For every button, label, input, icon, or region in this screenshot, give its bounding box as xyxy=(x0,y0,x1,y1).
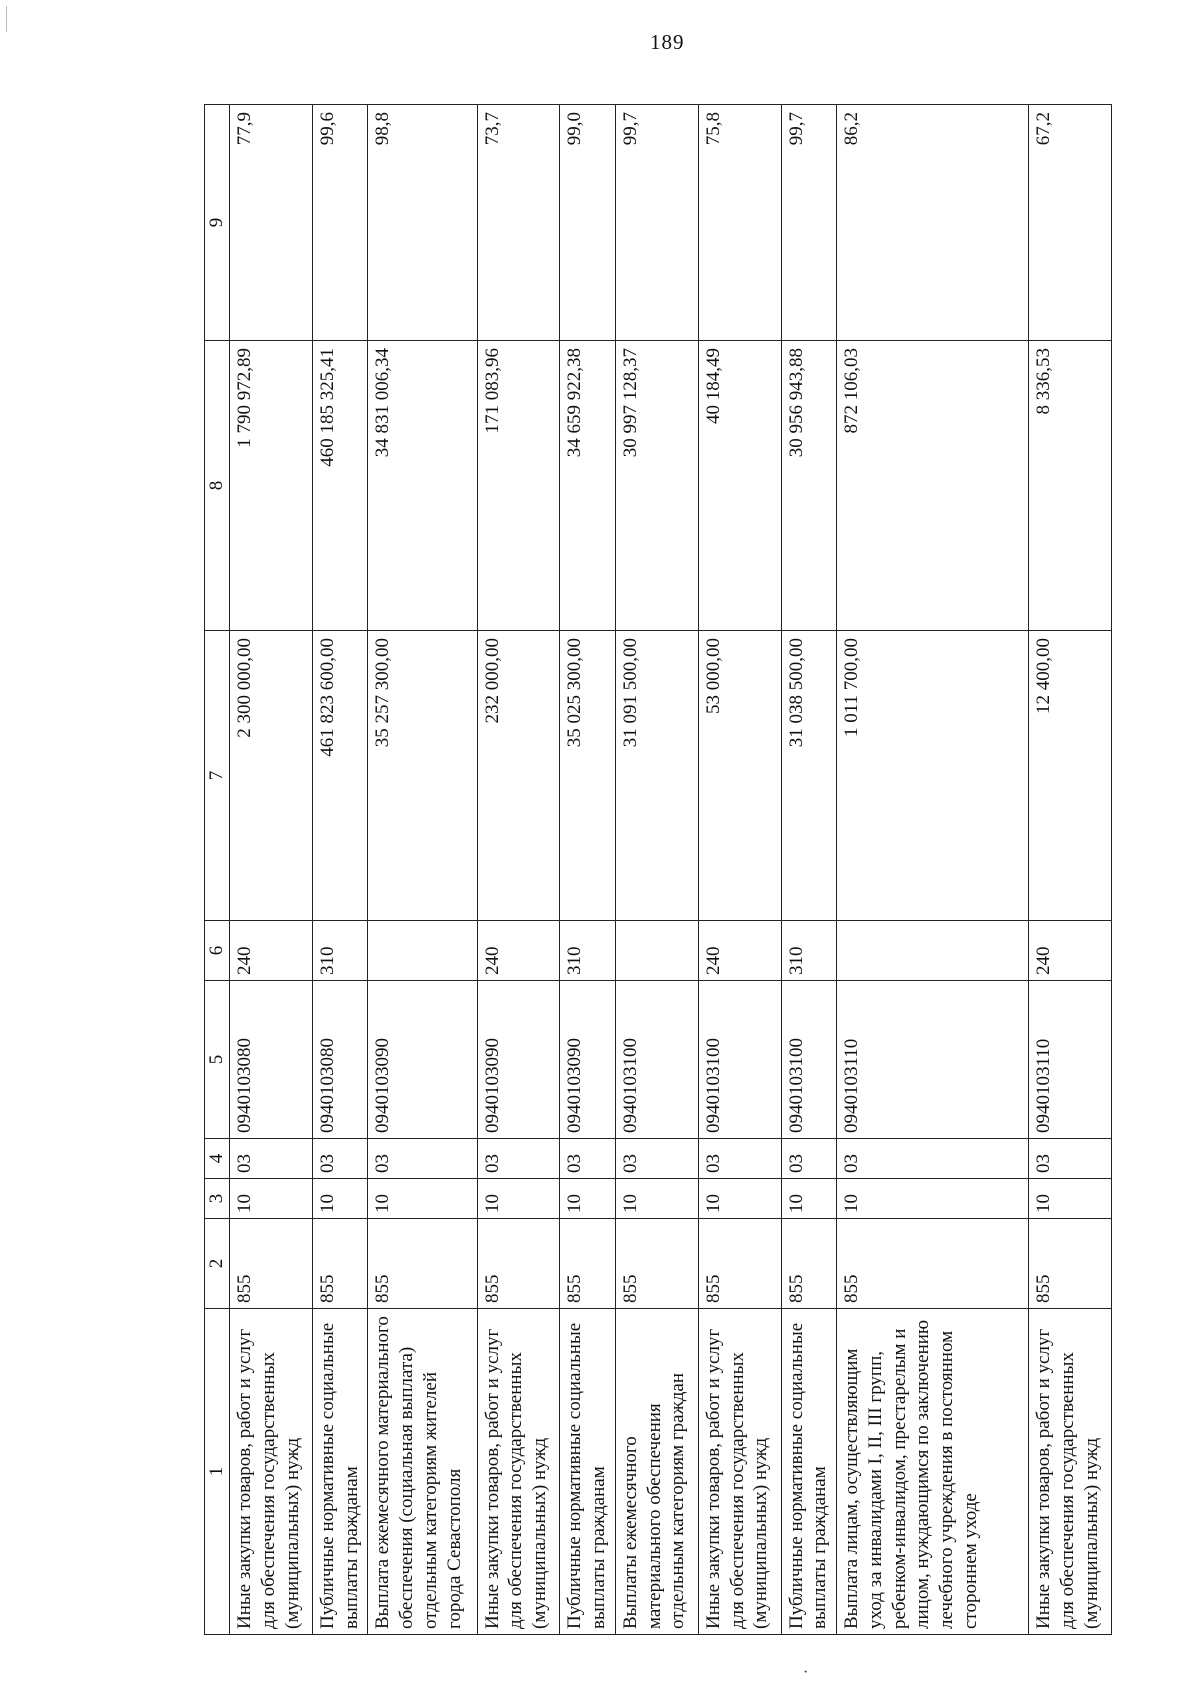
row-description: Выплата лицам, осуществляющим уход за инвалидами I, II, III групп, ребенком-инвалидом, престарелым и лицом, нуждающимся по заключению лечебного учреждения в постоянном стороннем уходе xyxy=(837,1309,1029,1635)
row-expense-type xyxy=(837,921,1029,981)
row-section-code: 10 xyxy=(560,1179,616,1219)
rotated-table-container xyxy=(204,105,1112,1635)
row-executed-amount: 460 185 325,41 xyxy=(312,341,368,631)
row-ministry-code: 855 xyxy=(477,1219,560,1309)
row-execution-percent: 99,6 xyxy=(312,105,368,341)
row-target-article: 0940103090 xyxy=(560,981,616,1139)
row-execution-percent: 98,8 xyxy=(368,105,477,341)
row-execution-percent: 77,9 xyxy=(230,105,313,341)
header-cell: 7 xyxy=(205,631,230,921)
header-cell: 4 xyxy=(205,1139,230,1179)
row-section-code: 10 xyxy=(781,1179,837,1219)
row-approved-amount: 35 025 300,00 xyxy=(560,631,616,921)
row-expense-type: 310 xyxy=(560,921,616,981)
header-row xyxy=(205,105,230,1635)
row-approved-amount: 53 000,00 xyxy=(698,631,781,921)
row-execution-percent: 99,7 xyxy=(781,105,837,341)
row-approved-amount: 12 400,00 xyxy=(1029,631,1112,921)
row-description: Выплаты ежемесячного материального обеспечения отдельным категориям граждан xyxy=(615,1309,698,1635)
row-execution-percent: 86,2 xyxy=(837,105,1029,341)
row-target-article: 0940103110 xyxy=(1029,981,1112,1139)
row-ministry-code: 855 xyxy=(698,1219,781,1309)
row-expense-type: 240 xyxy=(1029,921,1112,981)
row-execution-percent: 67,2 xyxy=(1029,105,1112,341)
row-executed-amount: 40 184,49 xyxy=(698,341,781,631)
row-ministry-code: 855 xyxy=(368,1219,477,1309)
table-body xyxy=(230,105,1112,1635)
scan-edge-mark xyxy=(6,6,7,32)
table-row xyxy=(837,105,1029,1635)
row-expense-type: 310 xyxy=(781,921,837,981)
row-subsection-code: 03 xyxy=(698,1139,781,1179)
row-expense-type: 240 xyxy=(698,921,781,981)
row-target-article: 0940103100 xyxy=(781,981,837,1139)
row-approved-amount: 232 000,00 xyxy=(477,631,560,921)
row-section-code: 10 xyxy=(615,1179,698,1219)
row-target-article: 0940103090 xyxy=(477,981,560,1139)
row-expense-type xyxy=(615,921,698,981)
row-ministry-code: 855 xyxy=(1029,1219,1112,1309)
row-execution-percent: 73,7 xyxy=(477,105,560,341)
stray-mark: · xyxy=(803,1664,809,1681)
row-description: Иные закупки товаров, работ и услуг для обеспечения государственных (муниципальных) нужд xyxy=(230,1309,313,1635)
row-expense-type: 310 xyxy=(312,921,368,981)
table-row xyxy=(230,105,313,1635)
row-description: Иные закупки товаров, работ и услуг для обеспечения государственных (муниципальных) нужд xyxy=(1029,1309,1112,1635)
table-row xyxy=(698,105,781,1635)
row-target-article: 0940103090 xyxy=(368,981,477,1139)
header-cell: 6 xyxy=(205,921,230,981)
row-executed-amount: 8 336,53 xyxy=(1029,341,1112,631)
row-section-code: 10 xyxy=(1029,1179,1112,1219)
row-ministry-code: 855 xyxy=(781,1219,837,1309)
row-subsection-code: 03 xyxy=(615,1139,698,1179)
row-section-code: 10 xyxy=(368,1179,477,1219)
row-subsection-code: 03 xyxy=(1029,1139,1112,1179)
row-expense-type: 240 xyxy=(477,921,560,981)
row-executed-amount: 34 831 006,34 xyxy=(368,341,477,631)
budget-execution-table xyxy=(204,104,1112,1635)
row-section-code: 10 xyxy=(698,1179,781,1219)
row-subsection-code: 03 xyxy=(837,1139,1029,1179)
row-target-article: 0940103100 xyxy=(698,981,781,1139)
row-description: Иные закупки товаров, работ и услуг для обеспечения государственных (муниципальных) нужд xyxy=(477,1309,560,1635)
row-description: Выплата ежемесячного материального обеспечения (социальная выплата) отдельным категориям жителей города Севастополя xyxy=(368,1309,477,1635)
table-row xyxy=(560,105,616,1635)
row-executed-amount: 171 083,96 xyxy=(477,341,560,631)
row-description: Публичные нормативные социальные выплаты гражданам xyxy=(781,1309,837,1635)
row-section-code: 10 xyxy=(477,1179,560,1219)
row-subsection-code: 03 xyxy=(560,1139,616,1179)
row-subsection-code: 03 xyxy=(477,1139,560,1179)
table-row xyxy=(615,105,698,1635)
row-execution-percent: 99,7 xyxy=(615,105,698,341)
table-row xyxy=(368,105,477,1635)
header-cell: 5 xyxy=(205,981,230,1139)
row-target-article: 0940103100 xyxy=(615,981,698,1139)
table-row xyxy=(477,105,560,1635)
row-ministry-code: 855 xyxy=(230,1219,313,1309)
row-subsection-code: 03 xyxy=(781,1139,837,1179)
header-cell: 8 xyxy=(205,341,230,631)
row-section-code: 10 xyxy=(837,1179,1029,1219)
row-description: Иные закупки товаров, работ и услуг для обеспечения государственных (муниципальных) нужд xyxy=(698,1309,781,1635)
row-approved-amount: 461 823 600,00 xyxy=(312,631,368,921)
table-row xyxy=(1029,105,1112,1635)
row-subsection-code: 03 xyxy=(312,1139,368,1179)
row-target-article: 0940103080 xyxy=(312,981,368,1139)
row-expense-type: 240 xyxy=(230,921,313,981)
row-subsection-code: 03 xyxy=(368,1139,477,1179)
table-row xyxy=(781,105,837,1635)
header-cell: 1 xyxy=(205,1309,230,1635)
row-description: Публичные нормативные социальные выплаты гражданам xyxy=(560,1309,616,1635)
row-executed-amount: 34 659 922,38 xyxy=(560,341,616,631)
row-ministry-code: 855 xyxy=(837,1219,1029,1309)
header-cell: 3 xyxy=(205,1179,230,1219)
row-executed-amount: 30 956 943,88 xyxy=(781,341,837,631)
row-ministry-code: 855 xyxy=(312,1219,368,1309)
row-approved-amount: 35 257 300,00 xyxy=(368,631,477,921)
row-approved-amount: 31 091 500,00 xyxy=(615,631,698,921)
row-target-article: 0940103080 xyxy=(230,981,313,1139)
header-cell: 2 xyxy=(205,1219,230,1309)
row-executed-amount: 872 106,03 xyxy=(837,341,1029,631)
row-section-code: 10 xyxy=(230,1179,313,1219)
row-subsection-code: 03 xyxy=(230,1139,313,1179)
row-ministry-code: 855 xyxy=(615,1219,698,1309)
row-target-article: 0940103110 xyxy=(837,981,1029,1139)
row-execution-percent: 99,0 xyxy=(560,105,616,341)
row-executed-amount: 1 790 972,89 xyxy=(230,341,313,631)
row-approved-amount: 31 038 500,00 xyxy=(781,631,837,921)
row-description: Публичные нормативные социальные выплаты гражданам xyxy=(312,1309,368,1635)
page-number: 189 xyxy=(650,30,685,54)
row-execution-percent: 75,8 xyxy=(698,105,781,341)
row-executed-amount: 30 997 128,37 xyxy=(615,341,698,631)
row-approved-amount: 1 011 700,00 xyxy=(837,631,1029,921)
row-ministry-code: 855 xyxy=(560,1219,616,1309)
header-cell: 9 xyxy=(205,105,230,341)
row-expense-type xyxy=(368,921,477,981)
row-section-code: 10 xyxy=(312,1179,368,1219)
table-row xyxy=(312,105,368,1635)
row-approved-amount: 2 300 000,00 xyxy=(230,631,313,921)
